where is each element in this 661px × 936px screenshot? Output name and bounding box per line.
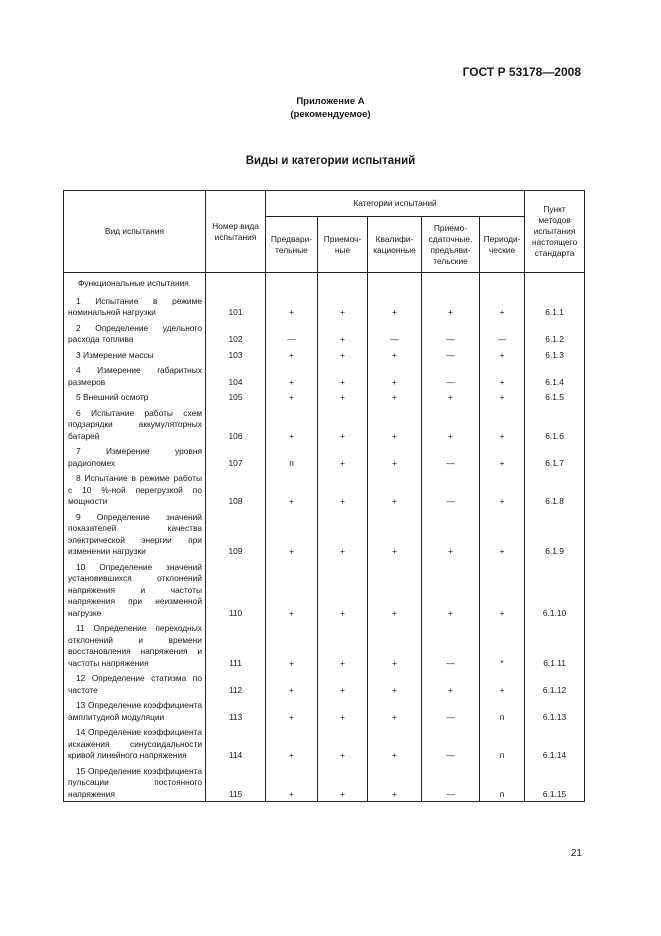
test-name: 3 Измерение массы xyxy=(64,347,206,363)
test-name: 14 Определение коэффициента искажения синусоидальности кривой линейного напряжения xyxy=(64,724,206,763)
cat-periodic: + xyxy=(480,347,525,363)
table-row xyxy=(64,293,585,320)
cat-acceptance: + xyxy=(318,670,368,697)
test-number: 114 xyxy=(206,724,266,763)
cat-periodic: + xyxy=(480,670,525,697)
cat-preliminary: + xyxy=(266,347,318,363)
cat-delivery: + xyxy=(422,389,480,405)
clause-number: 6.1.9 xyxy=(525,509,585,559)
test-number: 101 xyxy=(206,293,266,320)
test-name: 13 Определение коэффициента амплитудной модуляции xyxy=(64,697,206,724)
cat-qualification: + xyxy=(368,389,422,405)
test-number: 110 xyxy=(206,559,266,621)
table-row xyxy=(64,559,585,621)
cat-delivery: + xyxy=(422,559,480,621)
cat-periodic: + xyxy=(480,389,525,405)
cat-acceptance: + xyxy=(318,320,368,347)
cat-acceptance: + xyxy=(318,509,368,559)
cat-delivery: — xyxy=(422,362,480,389)
clause-number: 6.1.10 xyxy=(525,559,585,621)
test-name: 15 Определение коэффициента пульсации постоянного напряжения xyxy=(64,763,206,802)
cat-periodic: + xyxy=(480,509,525,559)
cat-preliminary: + xyxy=(266,405,318,444)
cat-qualification: + xyxy=(368,620,422,670)
cat-delivery: + xyxy=(422,293,480,320)
cat-periodic: + xyxy=(480,405,525,444)
cat-periodic: — xyxy=(480,320,525,347)
cat-delivery: — xyxy=(422,320,480,347)
table-title: Виды и категории испытаний xyxy=(245,155,416,167)
cat-periodic: п xyxy=(480,763,525,802)
clause-number: 6.1.5 xyxy=(525,389,585,405)
test-name: 6 Испытание работы схем подзарядки аккумуляторных батарей xyxy=(64,405,206,444)
section-title: Функциональные испытания xyxy=(64,273,206,293)
document-id: ГОСТ Р 53178—2008 xyxy=(462,65,581,79)
test-name: 7 Измерение уровня радиопомех xyxy=(64,443,206,470)
header-cat-periodic: Периоди-ческие xyxy=(480,217,525,273)
header-test-type: Вид испытания xyxy=(64,191,206,273)
cat-acceptance: + xyxy=(318,620,368,670)
test-number: 113 xyxy=(206,697,266,724)
cat-qualification: + xyxy=(368,559,422,621)
cat-qualification: + xyxy=(368,470,422,509)
table-row xyxy=(64,724,585,763)
clause-number: 6.1.3 xyxy=(525,347,585,363)
cat-preliminary: п xyxy=(266,443,318,470)
table-row xyxy=(64,509,585,559)
cat-preliminary: + xyxy=(266,724,318,763)
clause-number: 6.1.8 xyxy=(525,470,585,509)
cat-qualification: + xyxy=(368,347,422,363)
test-name: 2 Определение удельного расхода топлива xyxy=(64,320,206,347)
cat-acceptance: + xyxy=(318,362,368,389)
cat-preliminary: + xyxy=(266,763,318,802)
cat-delivery: + xyxy=(422,509,480,559)
header-cat-preliminary: Предвари-тельные xyxy=(266,217,318,273)
header-cat-qualification: Квалифи-кационные xyxy=(368,217,422,273)
table-row xyxy=(64,443,585,470)
cat-acceptance: + xyxy=(318,724,368,763)
test-categories-table xyxy=(63,190,585,802)
test-name: 9 Определение значений показателей качества электрической энергии при изменении нагрузки xyxy=(64,509,206,559)
cat-periodic: + xyxy=(480,362,525,389)
cat-preliminary: + xyxy=(266,670,318,697)
table-row xyxy=(64,470,585,509)
test-number: 111 xyxy=(206,620,266,670)
test-number: 103 xyxy=(206,347,266,363)
cat-preliminary: + xyxy=(266,697,318,724)
clause-number: 6.1.2 xyxy=(525,320,585,347)
cat-qualification: + xyxy=(368,443,422,470)
clause-number: 6.1.6 xyxy=(525,405,585,444)
cat-periodic: + xyxy=(480,293,525,320)
header-test-categories: Категории испытаний xyxy=(266,191,525,217)
test-number: 105 xyxy=(206,389,266,405)
table-row xyxy=(64,697,585,724)
clause-number: 6.1.7 xyxy=(525,443,585,470)
test-name: 4 Измерение габаритных размеров xyxy=(64,362,206,389)
cat-delivery: — xyxy=(422,763,480,802)
test-name: 1 Испытание в режиме номинальной нагрузки xyxy=(64,293,206,320)
test-number: 107 xyxy=(206,443,266,470)
section-row xyxy=(64,273,585,293)
clause-number: 6.1.11 xyxy=(525,620,585,670)
appendix-heading xyxy=(0,95,661,121)
cat-preliminary: + xyxy=(266,362,318,389)
test-name: 8 Испытание в режиме работы с 10 %-ной перегрузкой по мощности xyxy=(64,470,206,509)
cat-periodic: * xyxy=(480,620,525,670)
cat-acceptance: + xyxy=(318,470,368,509)
page-number: 21 xyxy=(570,848,582,859)
cat-periodic: + xyxy=(480,443,525,470)
test-number: 115 xyxy=(206,763,266,802)
cat-qualification: + xyxy=(368,697,422,724)
test-number: 108 xyxy=(206,470,266,509)
cat-qualification: + xyxy=(368,509,422,559)
header-cat-acceptance: Приемоч-ные xyxy=(318,217,368,273)
cat-preliminary: + xyxy=(266,389,318,405)
cat-acceptance: + xyxy=(318,697,368,724)
cat-preliminary: + xyxy=(266,293,318,320)
test-name: 5 Внешний осмотр xyxy=(64,389,206,405)
table-row xyxy=(64,347,585,363)
cat-delivery: + xyxy=(422,670,480,697)
table-row xyxy=(64,670,585,697)
cat-qualification: + xyxy=(368,362,422,389)
clause-number: 6.1.4 xyxy=(525,362,585,389)
cat-delivery: — xyxy=(422,724,480,763)
clause-number: 6.1.14 xyxy=(525,724,585,763)
cat-acceptance: + xyxy=(318,405,368,444)
cat-acceptance: + xyxy=(318,347,368,363)
cat-preliminary: + xyxy=(266,470,318,509)
cat-qualification: — xyxy=(368,320,422,347)
clause-number: 6.1.13 xyxy=(525,697,585,724)
test-name: 10 Определение значений установившихся отклонений напряжения и частоты напряжения при неизменной нагрузке xyxy=(64,559,206,621)
test-number: 106 xyxy=(206,405,266,444)
table-row xyxy=(64,405,585,444)
cat-periodic: п xyxy=(480,697,525,724)
cat-qualification: + xyxy=(368,763,422,802)
cat-delivery: — xyxy=(422,697,480,724)
test-number: 112 xyxy=(206,670,266,697)
cat-qualification: + xyxy=(368,405,422,444)
cat-delivery: — xyxy=(422,443,480,470)
table-row xyxy=(64,320,585,347)
header-test-number: Номер вида испытания xyxy=(206,191,266,273)
cat-preliminary: + xyxy=(266,620,318,670)
cat-preliminary: + xyxy=(266,559,318,621)
test-number: 104 xyxy=(206,362,266,389)
cat-acceptance: + xyxy=(318,559,368,621)
cat-acceptance: + xyxy=(318,443,368,470)
test-number: 109 xyxy=(206,509,266,559)
cat-delivery: + xyxy=(422,405,480,444)
clause-number: 6.1.1 xyxy=(525,293,585,320)
header-clause: Пункт методов испытания настоящего стандарта xyxy=(525,191,585,273)
cat-qualification: + xyxy=(368,670,422,697)
cat-periodic: п xyxy=(480,724,525,763)
cat-periodic: + xyxy=(480,470,525,509)
cat-acceptance: + xyxy=(318,293,368,320)
cat-qualification: + xyxy=(368,724,422,763)
clause-number: 6.1.15 xyxy=(525,763,585,802)
test-name: 11 Определение переходных отклонений и времени восстановления напряжения и частоты напряжения xyxy=(64,620,206,670)
appendix-title: Приложение А xyxy=(296,96,365,107)
cat-delivery: — xyxy=(422,347,480,363)
table-row xyxy=(64,763,585,802)
cat-periodic: + xyxy=(480,559,525,621)
cat-acceptance: + xyxy=(318,389,368,405)
clause-number: 6.1.12 xyxy=(525,670,585,697)
appendix-subtitle: (рекомендуемое) xyxy=(290,109,371,120)
table-row xyxy=(64,362,585,389)
cat-qualification: + xyxy=(368,293,422,320)
cat-preliminary: — xyxy=(266,320,318,347)
cat-delivery: — xyxy=(422,470,480,509)
header-cat-delivery: Приемо-сдаточные, предъяви-тельские xyxy=(422,217,480,273)
cat-delivery: — xyxy=(422,620,480,670)
test-name: 12 Определение статизма по частоте xyxy=(64,670,206,697)
cat-acceptance: + xyxy=(318,763,368,802)
table-row xyxy=(64,620,585,670)
test-number: 102 xyxy=(206,320,266,347)
table-row xyxy=(64,389,585,405)
cat-preliminary: + xyxy=(266,509,318,559)
